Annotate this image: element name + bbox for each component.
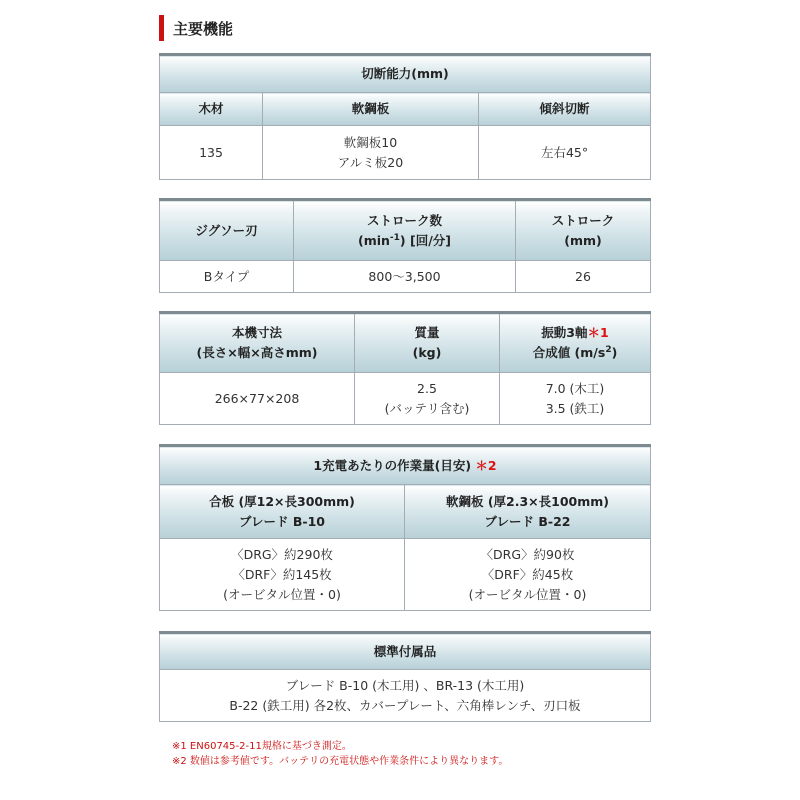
header-vibration bbox=[500, 313, 651, 373]
section-heading bbox=[159, 14, 233, 42]
footnote-2: ※2 数値は参考値です。バッテリの充電状態や作業条件により異なります。 bbox=[172, 756, 509, 767]
plywood-drg: 〈DRG〉約290枚 bbox=[231, 546, 333, 562]
value-aluminum-line2: アルミ板20 bbox=[337, 154, 404, 170]
work-per-charge-table bbox=[159, 444, 651, 611]
work-per-charge-title bbox=[160, 446, 651, 485]
header-stroke-rate bbox=[294, 200, 516, 261]
accessories-line1: ブレード B-10 (木工用) 、BR-13 (木工用) bbox=[285, 677, 525, 693]
value-mass-line2: (バッテリ含む) bbox=[384, 400, 470, 416]
footnote-1: ※1 EN60745-2-11規格に基づき測定。 bbox=[172, 741, 352, 752]
header-mild-steel: 軟鋼板 bbox=[263, 93, 479, 126]
cutting-capacity-title: 切断能力(mm) bbox=[160, 55, 651, 93]
header-plywood-line2: ブレード B-10 bbox=[239, 513, 325, 529]
footnotes bbox=[172, 739, 508, 769]
value-plywood-work bbox=[160, 539, 405, 611]
value-bevel: 左右45° bbox=[479, 126, 651, 180]
steel-orbital: (オービタル位置・0) bbox=[468, 586, 587, 602]
header-mass-line1: 質量 bbox=[414, 325, 440, 340]
value-steel-line1: 軟鋼板10 bbox=[343, 134, 398, 150]
steel-drf: 〈DRF〉約45枚 bbox=[481, 566, 574, 582]
value-stroke-length: 26 bbox=[516, 261, 651, 293]
header-mass bbox=[355, 313, 500, 373]
value-vibration-wood: 7.0 (木工) bbox=[545, 380, 605, 396]
work-title-text: 1充電あたりの作業量(目安) bbox=[313, 457, 472, 473]
plywood-orbital: (オービタル位置・0) bbox=[223, 586, 341, 602]
cutting-capacity-table bbox=[159, 53, 651, 180]
stroke-rate-unit-sup: -1 bbox=[389, 232, 400, 243]
header-dimensions bbox=[160, 313, 355, 373]
value-mass-line1: 2.5 bbox=[417, 380, 437, 396]
value-vibration bbox=[500, 373, 651, 425]
header-vibration-line2 bbox=[500, 343, 650, 363]
header-plywood bbox=[160, 485, 405, 539]
accessories-list bbox=[160, 670, 651, 722]
value-mild-steel bbox=[263, 126, 479, 180]
vibration-unit-b: ) bbox=[611, 345, 618, 360]
body-spec-table bbox=[159, 311, 651, 425]
value-blade-type: Bタイプ bbox=[160, 261, 294, 293]
page-title: 主要機能 bbox=[173, 19, 234, 38]
vibration-label: 振動3軸 bbox=[541, 325, 588, 340]
header-bevel-cut: 傾斜切断 bbox=[479, 93, 651, 126]
header-stroke-rate-line1: ストローク数 bbox=[366, 212, 442, 228]
value-mass bbox=[355, 373, 500, 425]
steel-drg: 〈DRG〉約90枚 bbox=[480, 546, 575, 562]
header-steel-line1: 軟鋼板 (厚2.3×長100mm) bbox=[445, 493, 610, 509]
header-jigsaw-blade: ジグソー刃 bbox=[160, 200, 294, 261]
header-stroke-length bbox=[516, 200, 651, 261]
value-steel-work bbox=[405, 539, 651, 611]
header-steel-plate bbox=[405, 485, 651, 539]
header-steel-line2: ブレード B-22 bbox=[484, 513, 571, 529]
vibration-unit-a: 合成値 (m/s bbox=[532, 345, 606, 360]
stroke-rate-unit-b: ) [回/分] bbox=[399, 232, 451, 248]
header-stroke-rate-unit bbox=[294, 231, 515, 251]
header-dimensions-line2: (長さ×幅×高さmm) bbox=[196, 345, 318, 360]
value-dimensions: 266×77×208 bbox=[160, 373, 355, 425]
accessories-title: 標準付属品 bbox=[160, 633, 651, 670]
header-mass-line2: (kg) bbox=[412, 345, 442, 360]
plywood-drf: 〈DRF〉約145枚 bbox=[232, 566, 332, 582]
vibration-note-marker: ＊1 bbox=[587, 325, 609, 340]
header-vibration-line1 bbox=[500, 323, 650, 343]
header-plywood-line1: 合板 (厚12×長300mm) bbox=[209, 493, 355, 509]
header-stroke-length-line2: (mm) bbox=[564, 232, 602, 248]
accessories-table bbox=[159, 631, 651, 722]
heading-accent-bar bbox=[159, 15, 164, 41]
value-vibration-steel: 3.5 (鉄工) bbox=[545, 400, 605, 416]
vibration-unit-sup: 2 bbox=[605, 344, 612, 355]
stroke-table bbox=[159, 198, 651, 293]
value-wood: 135 bbox=[160, 126, 263, 180]
header-dimensions-line1: 本機寸法 bbox=[231, 325, 282, 340]
stroke-rate-unit-a: (min bbox=[358, 232, 390, 248]
header-stroke-length-line1: ストローク bbox=[551, 212, 615, 228]
accessories-line2: B-22 (鉄工用) 各2枚、カバープレート、六角棒レンチ、刃口板 bbox=[229, 697, 581, 713]
value-stroke-rate: 800〜3,500 bbox=[294, 261, 516, 293]
work-note-marker: ＊2 bbox=[475, 457, 497, 473]
header-wood: 木材 bbox=[160, 93, 263, 126]
